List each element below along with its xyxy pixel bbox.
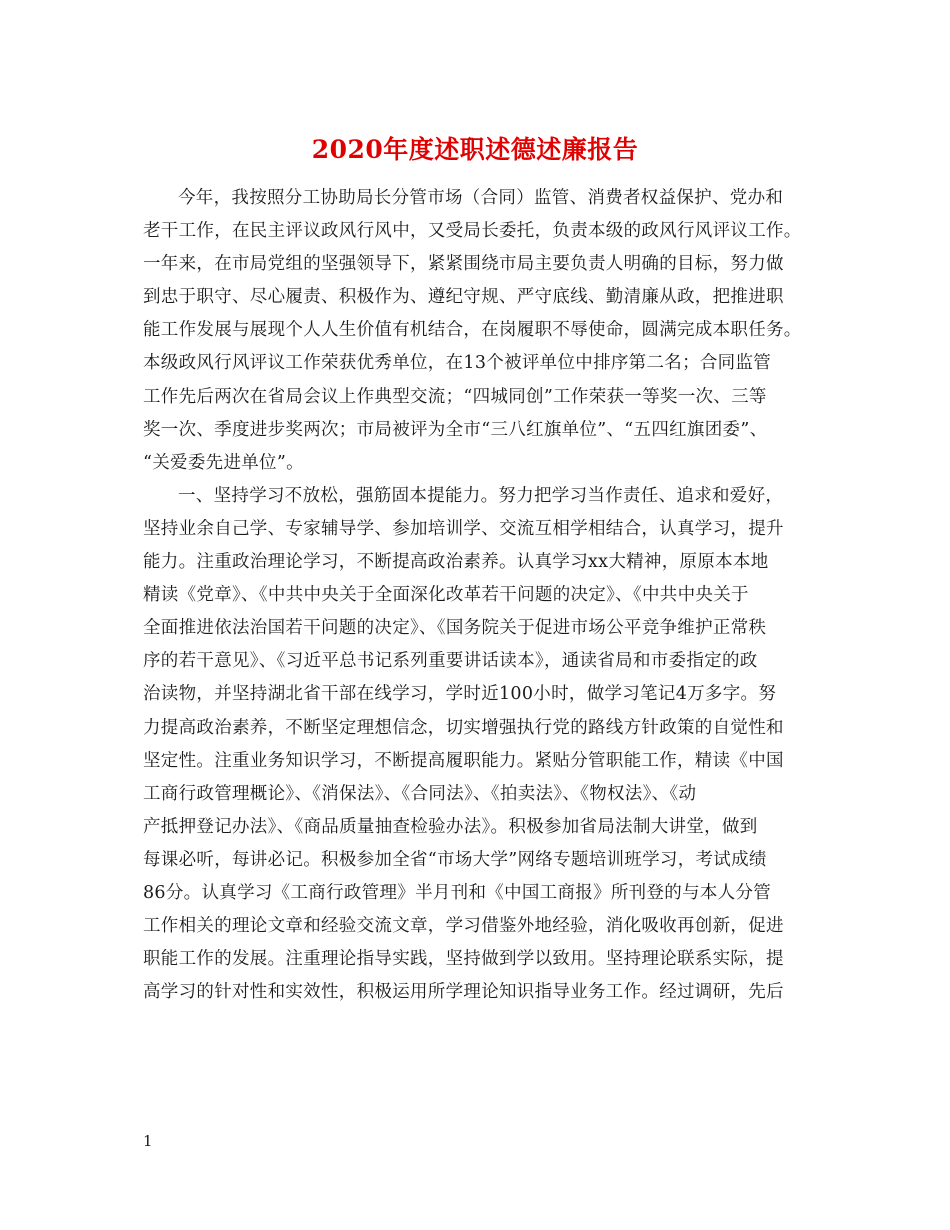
body-line: 工作先后两次在省局会议上作典型交流；“四城同创”工作荣获一等奖一次、三等 — [143, 386, 767, 407]
body-line: 精读《党章》、《中共中央关于全面深化改革若干问题的决定》、《中共中央关于 — [143, 585, 749, 606]
body-line: 力提高政治素养，不断坚定理想信念，切实增强执行党的路线方针政策的自觉性和 — [143, 717, 784, 738]
body-line: 序的若干意见》、《习近平总书记系列重要讲话读本》，通读省局和市委指定的政 — [143, 651, 758, 672]
body-line: 坚持业余自己学、专家辅导学、参加培训学、交流互相学相结合，认真学习，提升 — [143, 518, 784, 539]
page-number: 1 — [143, 1132, 153, 1150]
body-line: 能力。注重政治理论学习，不断提高政治素养。认真学习xx大精神，原原本本地 — [143, 552, 769, 573]
body-line: 到忠于职守、尽心履责、积极作为、遵纪守规、严守底线、勤清廉从政，把推进职 — [143, 287, 784, 308]
body-line: 工作相关的理论文章和经验交流文章，学习借鉴外地经验，消化吸收再创新，促进 — [143, 916, 784, 937]
document-title: 2020年度述职述德述廉报告 — [311, 135, 639, 164]
body-line: 86分。认真学习《工商行政管理》半月刊和《中国工商报》所刊登的与本人分管 — [143, 882, 772, 903]
body-line: 职能工作的发展。注重理论指导实践，坚持做到学以致用。坚持理论联系实际，提 — [143, 949, 784, 970]
body-line: 奖一次、季度进步奖两次；市局被评为全市“三八红旗单位”、“五四红旗团委”、 — [143, 419, 768, 440]
body-line: 今年，我按照分工协助局长分管市场（合同）监管、消费者权益保护、党办和 — [178, 188, 784, 208]
body-line: 高学习的针对性和实效性，积极运用所学理论知识指导业务工作。经过调研，先后 — [143, 982, 784, 1003]
body-line: “关爱委先进单位”。 — [143, 452, 304, 473]
body-line: 工商行政管理概论》、《消保法》、《合同法》、《拍卖法》、《物权法》、《动 — [143, 783, 697, 804]
body-line: 每课必听，每讲必记。积极参加全省“市场大学”网络专题培训班学习，考试成绩 — [143, 849, 767, 870]
body-line: 坚定性。注重业务知识学习，不断提高履职能力。紧贴分管职能工作，精读《中国 — [143, 750, 784, 771]
document-body — [143, 182, 823, 1009]
body-line: 产抵押登记办法》、《商品质量抽查检验办法》。积极参加省局法制大讲堂，做到 — [143, 816, 758, 837]
body-line: 一年来，在市局党组的坚强领导下，紧紧围绕市局主要负责人明确的目标，努力做 — [143, 254, 784, 275]
body-line: 治读物，并坚持湖北省干部在线学习，学时近100小时，做学习笔记4万多字。努 — [143, 684, 777, 705]
body-line: 老干工作，在民主评议政风行风中，又受局长委托，负责本级的政风行风评议工作。 — [143, 221, 802, 242]
body-line: 一、坚持学习不放松，强筋固本提能力。努力把学习当作责任、追求和爱好， — [178, 485, 784, 506]
body-line: 本级政风行风评议工作荣获优秀单位，在13个被评单位中排序第二名；合同监管 — [143, 353, 772, 374]
body-line: 全面推进依法治国若干问题的决定》、《国务院关于促进市场公平竞争维护正常秩 — [143, 618, 767, 639]
body-line: 能工作发展与展现个人人生价值有机结合，在岗履职不辱使命，圆满完成本职任务。 — [143, 320, 802, 341]
